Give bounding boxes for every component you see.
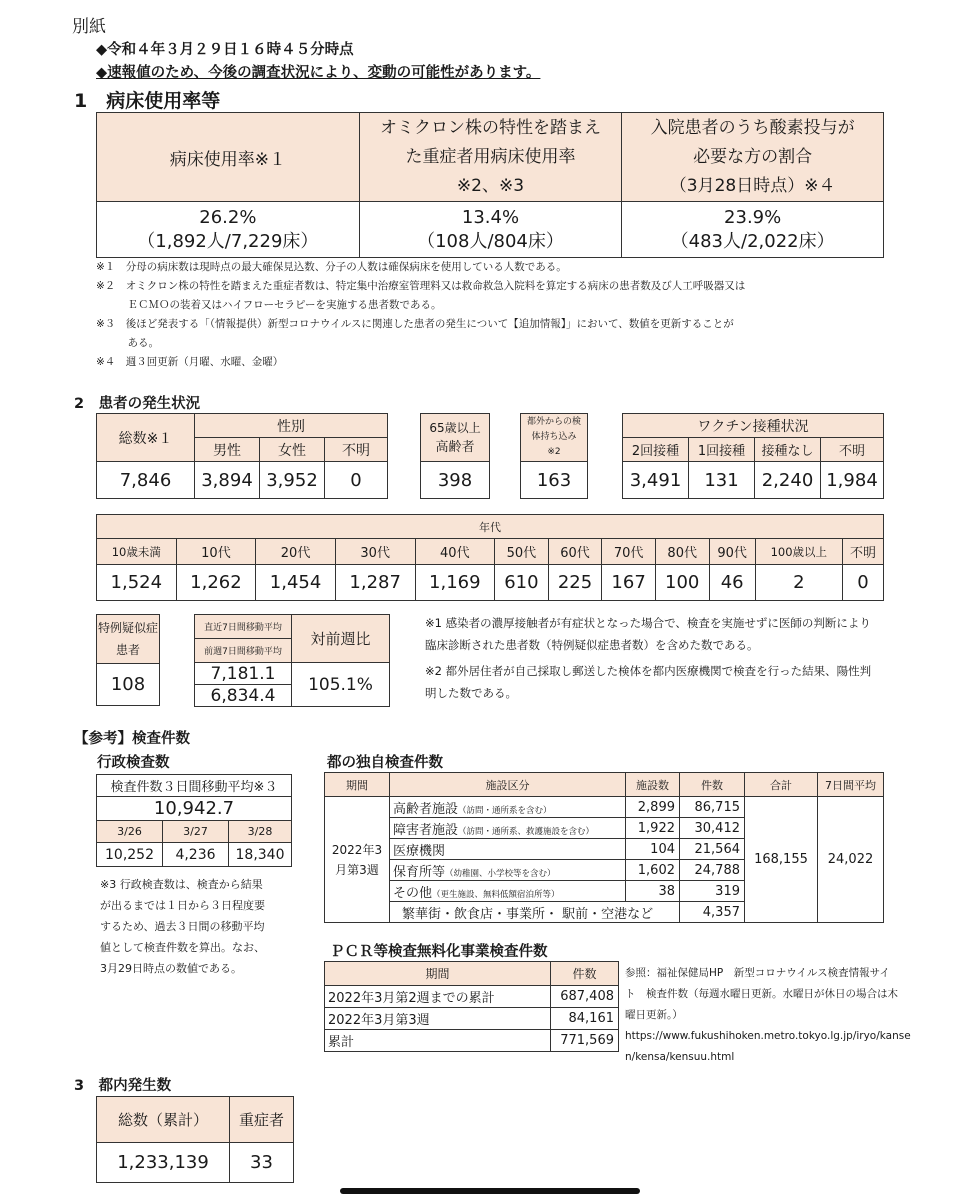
admin-date: 3/27 [163, 821, 229, 843]
home-indicator[interactable] [340, 1188, 640, 1194]
own-col-header: 7日間平均 [818, 773, 884, 797]
oxygen-value: 23.9% （483人/2,022床） [622, 202, 884, 258]
age-col-header: 20代 [256, 539, 336, 565]
gender-col: 女性 [260, 438, 325, 462]
age-value: 1,454 [256, 565, 336, 601]
test-count: 24,788 [680, 860, 745, 881]
bed-usage-header: 病床使用率※１ [97, 113, 360, 202]
table-row [325, 1008, 619, 1030]
own-col-header: 件数 [680, 773, 745, 797]
pcr-period: 2022年3月第2週までの累計 [325, 986, 551, 1008]
moving-average-table [194, 614, 390, 707]
recent-avg-header: 直近7日間移動平均 [195, 615, 292, 639]
age-col-header: 10歳未満 [97, 539, 177, 565]
bed-usage-value: 26.2% （1,892人/7,229床） [97, 202, 360, 258]
gender-col: 不明 [325, 438, 388, 462]
age-col-header: 100歳以上 [755, 539, 842, 565]
vaccine-value: 2,240 [755, 462, 821, 499]
total-header: 総数※１ [97, 414, 195, 462]
gender-header: 性別 [195, 414, 388, 438]
outside-table [520, 413, 588, 499]
table-row [325, 986, 619, 1008]
special-table [96, 614, 160, 706]
admin-count: 10,252 [97, 843, 163, 867]
pcr-count: 687,408 [551, 986, 619, 1008]
pcr-title: ＰＣＲ等検査無料化事業検査件数 [330, 944, 548, 960]
own-total: 168,155 [745, 797, 818, 923]
age-value: 2 [755, 565, 842, 601]
facility-name: 高齢者施設（訪問・通所系を含む） [390, 797, 626, 818]
own-test-table [324, 772, 884, 923]
section2-notes: ※1 感染者の濃厚接触者が有症状となった場合で、検査を実施せずに医師の判断により 臨床診断された患者数（特例疑似症患者数）を含めた数である。 ※2 都外居住者が自己採取し郵送した検体を都内医療機関で検査を行った結果、陽性判 明した数である。 [425, 616, 872, 700]
vaccine-col: 不明 [821, 438, 884, 462]
test-count: 21,564 [680, 839, 745, 860]
vaccine-table [622, 413, 884, 499]
admin-date: 3/28 [229, 821, 292, 843]
admin-count: 4,236 [163, 843, 229, 867]
age-value: 225 [548, 565, 602, 601]
pcr-count: 771,569 [551, 1030, 619, 1052]
facility-name: 医療機関 [390, 839, 626, 860]
prev-avg-value: 6,834.4 [195, 685, 292, 707]
bed-usage-table [96, 112, 884, 258]
age-value: 167 [602, 565, 656, 601]
facility-name: 繁華街・飲食店・事業所・ 駅前・空港など [390, 902, 680, 923]
pcr-table [324, 961, 619, 1052]
total-value: 7,846 [97, 462, 195, 499]
vaccine-header: ワクチン接種状況 [623, 414, 884, 438]
age-header: 年代 [97, 515, 884, 539]
document-label: 別紙 [72, 17, 106, 37]
test-count: 319 [680, 881, 745, 902]
own-test-title: 都の独自検査件数 [327, 755, 443, 771]
severe-bed-value: 13.4% （108人/804床） [359, 202, 622, 258]
age-col-header: 60代 [548, 539, 602, 565]
facility-count: 1,922 [626, 818, 680, 839]
age-col-header: 30代 [335, 539, 415, 565]
admin-test-table [96, 774, 292, 867]
gender-col: 男性 [195, 438, 260, 462]
pcr-col-header: 件数 [551, 962, 619, 986]
vaccine-col: 1回接種 [689, 438, 755, 462]
test-count: 30,412 [680, 818, 745, 839]
special-header: 特例疑似症 患者 [97, 615, 160, 664]
facility-count: 38 [626, 881, 680, 902]
elderly-table [420, 413, 490, 499]
age-value: 610 [495, 565, 549, 601]
age-col-header: 90代 [709, 539, 755, 565]
gender-value: 3,894 [195, 462, 260, 499]
elderly-header: 65歳以上 高齢者 [421, 414, 490, 462]
reference-title: 【参考】検査件数 [74, 731, 190, 747]
admin-test-notes: ※3 行政検査数は、検査から結果 が出るまでは１日から３日程度要 するため、過去３日間の移動平均 値として検査件数を算出。なお、 3月29日時点の数値である。 [100, 878, 265, 975]
recent-avg-value: 7,181.1 [195, 663, 292, 685]
oxygen-header: 入院患者のうち酸素投与が 必要な方の割合 （3月28日時点）※４ [622, 113, 884, 202]
vaccine-value: 3,491 [623, 462, 689, 499]
ratio-value: 105.1% [292, 663, 390, 707]
age-col-header: 不明 [842, 539, 883, 565]
section1-notes: ※１ 分母の病床数は現時点の最大確保見込数、分子の人数は確保病床を使用している人数である。 ※２ オミクロン株の特性を踏まえた重症者数は、特定集中治療室管理料又は救命救急入院料を算定する病床の患者数及び人工呼吸器又は ＥＣＭＯの装着又はハイフローセラピーを実施する患者数である。 ※３ 後ほど発表する「（情報提供）新型コロナウイルスに関連した患者の発生について【追加情報】」において、数値を更新することが ある。 ※４ 週３回更新（月曜、水曜、金曜） [96, 261, 746, 368]
age-col-header: 10代 [176, 539, 256, 565]
pcr-source-note: 参照：福祉保健局HP 新型コロナウイルス検査情報サイ ト 検査件数（毎週水曜日更新。水曜日が休日の場合は木 曜日更新。） https://www.fukushihoken.metro.tokyo.lg.jp/iryo/kanse n/kensa/kensuu.html [625, 967, 911, 1063]
facility-count: 2,899 [626, 797, 680, 818]
timestamp-line: ◆令和４年３月２９日１６時４５分時点 [96, 42, 354, 58]
section2-title: 2 患者の発生状況 [74, 396, 201, 412]
age-value: 1,169 [415, 565, 495, 601]
facility-name: 障害者施設（訪問・通所系、救護施設を含む） [390, 818, 626, 839]
age-value: 1,262 [176, 565, 256, 601]
age-value: 1,287 [335, 565, 415, 601]
own-period: 2022年3 月第3週 [325, 797, 390, 923]
age-col-header: 40代 [415, 539, 495, 565]
vaccine-value: 131 [689, 462, 755, 499]
admin-test-title: 行政検査数 [97, 755, 170, 771]
own-col-header: 期間 [325, 773, 390, 797]
severe-value: 33 [230, 1143, 294, 1183]
age-col-header: 70代 [602, 539, 656, 565]
table-row [325, 1030, 619, 1052]
table-row [325, 797, 884, 818]
cases-total-header: 総数（累計） [97, 1097, 230, 1143]
pcr-count: 84,161 [551, 1008, 619, 1030]
tokyo-cases-table [96, 1096, 294, 1183]
disclaimer-line: ◆速報値のため、今後の調査状況により、変動の可能性があります。 [96, 65, 541, 81]
section1-title: 1 病床使用率等 [74, 90, 221, 112]
facility-count: 1,602 [626, 860, 680, 881]
age-value: 0 [842, 565, 883, 601]
own-7day-average: 24,022 [818, 797, 884, 923]
cases-total-value: 1,233,139 [97, 1143, 230, 1183]
vaccine-col: 接種なし [755, 438, 821, 462]
own-col-header: 合計 [745, 773, 818, 797]
vaccine-value: 1,984 [821, 462, 884, 499]
facility-count: 104 [626, 839, 680, 860]
section3-title: 3 都内発生数 [74, 1078, 172, 1094]
admin-test-header: 検査件数３日間移動平均※３ [97, 775, 292, 797]
own-col-header: 施設区分 [390, 773, 626, 797]
pcr-period: 2022年3月第3週 [325, 1008, 551, 1030]
age-col-header: 80代 [655, 539, 709, 565]
special-value: 108 [97, 664, 160, 706]
ratio-header: 対前週比 [292, 615, 390, 663]
age-value: 100 [655, 565, 709, 601]
outside-header: 都外からの検 体持ち込み ※2 [521, 414, 588, 462]
test-count: 86,715 [680, 797, 745, 818]
pcr-period: 累計 [325, 1030, 551, 1052]
facility-name: その他（更生施設、無料低額宿泊所等） [390, 881, 626, 902]
admin-test-value: 10,942.7 [97, 797, 292, 821]
own-col-header: 施設数 [626, 773, 680, 797]
facility-name: 保育所等（幼稚園、小学校等を含む） [390, 860, 626, 881]
age-table [96, 514, 884, 601]
pcr-col-header: 期間 [325, 962, 551, 986]
patients-total-table [96, 413, 388, 499]
prev-avg-header: 前週7日間移動平均 [195, 639, 292, 663]
vaccine-col: 2回接種 [623, 438, 689, 462]
admin-date: 3/26 [97, 821, 163, 843]
elderly-value: 398 [421, 462, 490, 499]
gender-value: 0 [325, 462, 388, 499]
outside-value: 163 [521, 462, 588, 499]
admin-count: 18,340 [229, 843, 292, 867]
severe-header: 重症者 [230, 1097, 294, 1143]
age-value: 1,524 [97, 565, 177, 601]
severe-bed-header: オミクロン株の特性を踏まえ た重症者用病床使用率 ※2、※3 [359, 113, 622, 202]
test-count: 4,357 [680, 902, 745, 923]
gender-value: 3,952 [260, 462, 325, 499]
age-value: 46 [709, 565, 755, 601]
age-col-header: 50代 [495, 539, 549, 565]
